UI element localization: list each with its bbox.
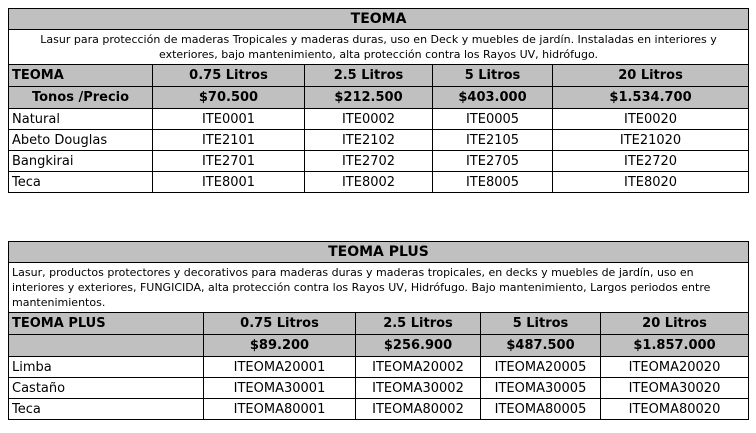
product-code: ITEOMA80002: [356, 399, 481, 420]
teoma-table: [8, 8, 749, 193]
product-code: ITEOMA30001: [204, 378, 356, 399]
teoma-plus-price-label: [9, 335, 204, 357]
teoma-description: Lasur para protección de maderas Tropicales y maderas duras, uso en Deck y muebles de jardín. Instaladas en interiores y exteriores, bajo mantenimiento, alta protección contra los Rayos UV, hidrófugo.: [9, 30, 749, 65]
teoma-price-5: $403.000: [433, 87, 553, 109]
tone-name: Natural: [9, 109, 153, 130]
product-code: ITEOMA20020: [601, 357, 749, 378]
teoma-plus-table: [8, 241, 749, 420]
product-code: ITEOMA80020: [601, 399, 749, 420]
product-code: ITEOMA80001: [204, 399, 356, 420]
product-code: ITE2705: [433, 151, 553, 172]
teoma-plus-header-5: 5 Litros: [481, 313, 601, 335]
teoma-header-25: 2.5 Litros: [305, 65, 433, 87]
teoma-plus-header-20: 20 Litros: [601, 313, 749, 335]
teoma-plus-header-25: 2.5 Litros: [356, 313, 481, 335]
product-code: ITE2102: [305, 130, 433, 151]
tone-name: Bangkirai: [9, 151, 153, 172]
tone-name: Teca: [9, 399, 204, 420]
teoma-plus-price-20: $1.857.000: [601, 335, 749, 357]
table-row: [9, 172, 749, 193]
product-code: ITE8001: [153, 172, 305, 193]
tone-name: Castaño: [9, 378, 204, 399]
table-row: [9, 357, 749, 378]
product-code: ITE0005: [433, 109, 553, 130]
product-code: ITE0020: [553, 109, 749, 130]
table-row: [9, 109, 749, 130]
table-row: [9, 399, 749, 420]
teoma-plus-price-075: $89.200: [204, 335, 356, 357]
product-code: ITE0002: [305, 109, 433, 130]
teoma-price-label: Tonos /Precio: [9, 87, 153, 109]
teoma-plus-price-25: $256.900: [356, 335, 481, 357]
teoma-price-20: $1.534.700: [553, 87, 749, 109]
teoma-header-5: 5 Litros: [433, 65, 553, 87]
product-code: ITE2720: [553, 151, 749, 172]
product-code: ITEOMA30020: [601, 378, 749, 399]
product-code: ITE2702: [305, 151, 433, 172]
teoma-title: TEOMA: [9, 9, 749, 30]
tone-name: Limba: [9, 357, 204, 378]
tone-name: Abeto Douglas: [9, 130, 153, 151]
product-code: ITE21020: [553, 130, 749, 151]
teoma-header-075: 0.75 Litros: [153, 65, 305, 87]
teoma-plus-header-075: 0.75 Litros: [204, 313, 356, 335]
product-code: ITE8002: [305, 172, 433, 193]
product-code: ITEOMA20001: [204, 357, 356, 378]
table-row: [9, 151, 749, 172]
teoma-header-product: TEOMA: [9, 65, 153, 87]
teoma-plus-price-5: $487.500: [481, 335, 601, 357]
product-code: ITE2701: [153, 151, 305, 172]
teoma-price-25: $212.500: [305, 87, 433, 109]
product-code: ITE8005: [433, 172, 553, 193]
teoma-price-075: $70.500: [153, 87, 305, 109]
teoma-plus-header-product: TEOMA PLUS: [9, 313, 204, 335]
product-code: ITEOMA30005: [481, 378, 601, 399]
table-row: [9, 130, 749, 151]
product-code: ITE2105: [433, 130, 553, 151]
teoma-header-20: 20 Litros: [553, 65, 749, 87]
product-code: ITEOMA80005: [481, 399, 601, 420]
product-code: ITEOMA20002: [356, 357, 481, 378]
product-code: ITEOMA20005: [481, 357, 601, 378]
teoma-plus-title: TEOMA PLUS: [9, 242, 749, 263]
product-code: ITE0001: [153, 109, 305, 130]
table-row: [9, 378, 749, 399]
teoma-plus-description: Lasur, productos protectores y decorativos para maderas duras y maderas tropicales, en decks y muebles de jardín, uso en interiores y exteriores, FUNGICIDA, alta protección contra los Rayos UV, Hidrófugo. Bajo mantenimiento, Largos periodos entre mantenimientos.: [9, 263, 749, 313]
product-code: ITE2101: [153, 130, 305, 151]
tone-name: Teca: [9, 172, 153, 193]
product-code: ITE8020: [553, 172, 749, 193]
product-code: ITEOMA30002: [356, 378, 481, 399]
